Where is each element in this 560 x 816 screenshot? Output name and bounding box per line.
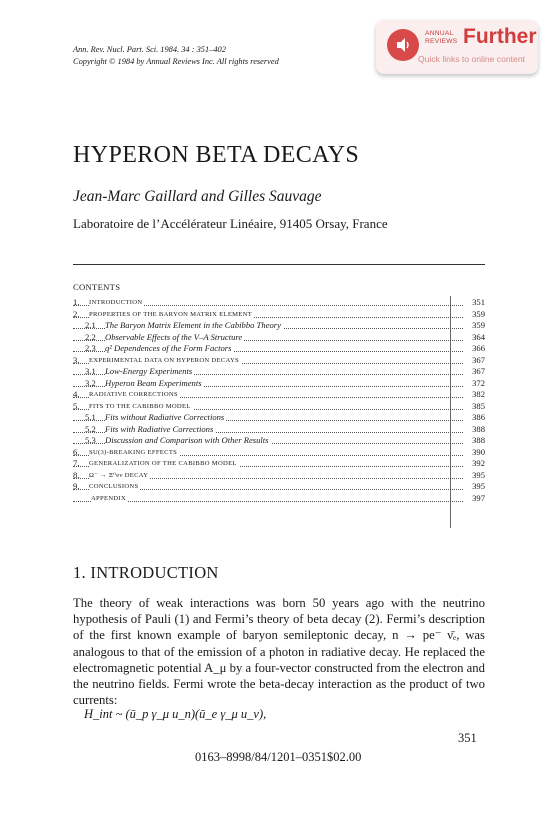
toc-entry[interactable] [73, 401, 485, 412]
toc-page: 366 [472, 343, 485, 353]
toc-number: 6. [73, 446, 80, 457]
journal-citation [73, 44, 279, 67]
toc-entry[interactable] [73, 309, 485, 320]
page-number: 351 [458, 731, 477, 745]
speaker-icon [387, 29, 419, 61]
toc-number: 4. [73, 389, 80, 399]
toc-title: Hyperon Beam Experiments [105, 377, 202, 388]
toc-entry[interactable] [73, 320, 485, 331]
toc-page: 392 [472, 458, 485, 468]
toc-page: 372 [472, 377, 485, 388]
toc-number: 5.3 [85, 435, 96, 445]
further-badge[interactable] [376, 20, 538, 74]
toc-number: 2.3 [85, 343, 96, 353]
toc-page: 395 [472, 469, 485, 480]
toc-number: 5. [73, 400, 80, 411]
toc-page: 386 [472, 412, 485, 422]
article-title: HYPERON BETA DECAYS [73, 142, 360, 168]
toc-page: 351 [472, 297, 485, 307]
toc-title: The Baryon Matrix Element in the Cabibbo Theory [105, 320, 281, 330]
article-code: 0163–8998/84/1201–0351$02.00 [195, 750, 362, 764]
contents-heading: CONTENTS [73, 282, 121, 292]
further-subtitle: Quick links to online content [418, 54, 526, 64]
toc-title: CONCLUSIONS [89, 483, 139, 490]
intro-paragraph: The theory of weak interactions was born 50 years ago with the neutrino hypothesis of Pauli (1) and Fermi’s theory of beta decay (2). Fermi’s description of the first known example of baryon semileptonic decay, n → pe⁻ ν̄ₑ, was analogous to that of the emission of a photon in radiative decay. He replaced the electromagnetic potential A_μ by a four-vector constructed from the electron and the neutrino fields. Fermi wrote the beta-decay interaction as the product of two currents: [73, 596, 485, 708]
toc-number: 3. [73, 354, 80, 365]
toc-number: 3.1 [85, 366, 96, 376]
toc-number: 5.1 [85, 412, 96, 422]
toc-entry[interactable] [73, 297, 485, 308]
toc-title: SU(3)-BREAKING EFFECTS [89, 448, 178, 456]
journal-line-2: Copyright © 1984 by Annual Reviews Inc. All rights reserved [73, 56, 279, 66]
toc-page: 364 [472, 331, 485, 342]
toc-title: Fits without Radiative Corrections [105, 412, 225, 422]
toc-title: Fits with Radiative Corrections [105, 423, 214, 434]
toc-page: 367 [472, 366, 485, 376]
toc-page: 359 [472, 320, 485, 330]
article-authors: Jean-Marc Gaillard and Gilles Sauvage [73, 188, 322, 205]
toc-number: 8. [73, 469, 80, 480]
toc-entry[interactable] [73, 458, 485, 469]
further-label: Further [463, 25, 537, 48]
toc-title: FITS TO THE CABIBBO MODEL [89, 402, 191, 410]
toc-number: 3.2 [85, 377, 96, 388]
toc-entry[interactable] [73, 343, 485, 354]
toc-entry[interactable] [73, 435, 485, 446]
journal-line-1: Ann. Rev. Nucl. Part. Sci. 1984. 34 : 351–402 [73, 45, 226, 54]
toc-number: 2.2 [85, 331, 96, 342]
toc-entry[interactable] [73, 355, 485, 366]
toc-page: 388 [472, 435, 485, 445]
toc-entry[interactable] [73, 378, 485, 389]
toc-title: q² Dependences of the Form Factors [105, 343, 232, 353]
toc-entry[interactable] [73, 366, 485, 377]
toc-title: EXPERIMENTAL DATA ON HYPERON DECAYS [89, 356, 239, 364]
toc-number: 2.1 [85, 320, 96, 330]
toc-page: 388 [472, 423, 485, 434]
toc-page: 359 [472, 308, 485, 319]
brand-line-2: REVIEWS [425, 37, 458, 45]
toc-page: 390 [472, 446, 485, 457]
toc-leader [73, 501, 463, 502]
toc-entry[interactable] [73, 470, 485, 481]
toc-entry[interactable] [73, 493, 485, 504]
toc-page: 397 [472, 492, 485, 503]
toc-number: 7. [73, 458, 80, 468]
toc-entry[interactable] [73, 424, 485, 435]
toc-title: PROPERTIES OF THE BARYON MATRIX ELEMENT [89, 310, 253, 318]
toc-title: Ω⁻ → Ξ⁰eν DECAY [89, 471, 149, 479]
toc-page: 382 [472, 389, 485, 399]
toc-page: 367 [472, 354, 485, 365]
toc-title: Low-Energy Experiments [105, 366, 193, 376]
brand-line-1: ANNUAL [425, 30, 454, 37]
toc-page: 395 [472, 481, 485, 491]
toc-number: 2. [73, 308, 80, 319]
toc-title: APPENDIX [91, 494, 127, 502]
author-affiliation: Laboratoire de l’Accélérateur Linéaire, 91405 Orsay, France [73, 216, 388, 231]
toc-entry[interactable] [73, 332, 485, 343]
toc-number: 9. [73, 481, 80, 491]
toc-entry[interactable] [73, 389, 485, 400]
toc-number: 1. [73, 297, 80, 307]
toc-title: Discussion and Comparison with Other Results [105, 435, 269, 445]
toc-title: Observable Effects of the V–A Structure [105, 331, 243, 342]
section-heading: 1. INTRODUCTION [73, 563, 219, 582]
toc-title: GENERALIZATION OF THE CABIBBO MODEL [89, 460, 237, 467]
divider [73, 264, 485, 265]
toc-title: RADIATIVE CORRECTIONS [89, 391, 178, 398]
equation: H_int ~ (ū_p γ_μ u_n)(ū_e γ_μ u_ν), [84, 707, 267, 721]
toc-number: 5.2 [85, 423, 96, 434]
toc-entry[interactable] [73, 412, 485, 423]
toc-title: INTRODUCTION [89, 299, 143, 306]
annual-reviews-logo [425, 30, 458, 45]
toc-entry[interactable] [73, 447, 485, 458]
toc-entry[interactable] [73, 481, 485, 492]
toc-page: 385 [472, 400, 485, 411]
